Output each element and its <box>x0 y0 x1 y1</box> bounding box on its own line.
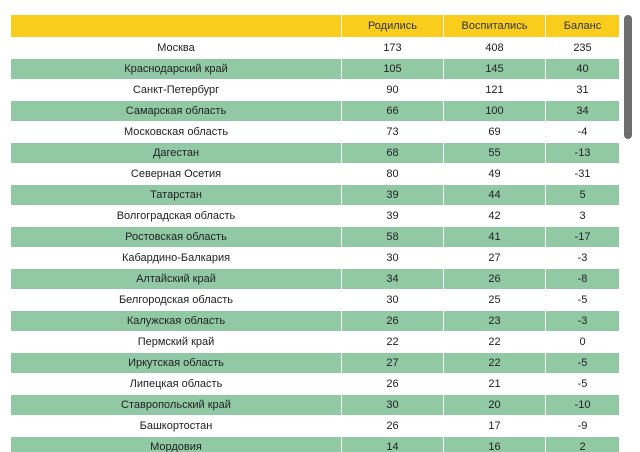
cell-region: Иркутская область <box>11 352 341 373</box>
cell-born: 27 <box>341 352 443 373</box>
table-row <box>11 79 619 100</box>
cell-balance: 0 <box>545 331 619 352</box>
cell-region: Мордовия <box>11 436 341 452</box>
table-row <box>11 373 619 394</box>
cell-balance: 235 <box>545 37 619 58</box>
cell-born: 68 <box>341 142 443 163</box>
cell-region: Башкортостан <box>11 415 341 436</box>
table-row <box>11 184 619 205</box>
cell-born: 34 <box>341 268 443 289</box>
cell-raised: 44 <box>443 184 545 205</box>
cell-balance: -9 <box>545 415 619 436</box>
cell-raised: 42 <box>443 205 545 226</box>
cell-balance: -3 <box>545 310 619 331</box>
cell-region: Краснодарский край <box>11 58 341 79</box>
cell-raised: 408 <box>443 37 545 58</box>
cell-raised: 16 <box>443 436 545 452</box>
cell-raised: 23 <box>443 310 545 331</box>
cell-raised: 27 <box>443 247 545 268</box>
table-row <box>11 331 619 352</box>
cell-born: 66 <box>341 100 443 121</box>
cell-born: 39 <box>341 184 443 205</box>
cell-born: 39 <box>341 205 443 226</box>
cell-raised: 20 <box>443 394 545 415</box>
cell-region: Санкт-Петербург <box>11 79 341 100</box>
scrollbar-thumb[interactable] <box>624 15 632 139</box>
cell-region: Северная Осетия <box>11 163 341 184</box>
table-row <box>11 436 619 452</box>
cell-balance: -13 <box>545 142 619 163</box>
cell-balance: -3 <box>545 247 619 268</box>
cell-region: Ростовская область <box>11 226 341 247</box>
cell-balance: 40 <box>545 58 619 79</box>
cell-raised: 22 <box>443 352 545 373</box>
table-row <box>11 58 619 79</box>
cell-raised: 26 <box>443 268 545 289</box>
cell-born: 14 <box>341 436 443 452</box>
header-born: Родились <box>341 15 443 37</box>
cell-raised: 25 <box>443 289 545 310</box>
cell-balance: -17 <box>545 226 619 247</box>
cell-born: 173 <box>341 37 443 58</box>
cell-born: 90 <box>341 79 443 100</box>
cell-balance: 31 <box>545 79 619 100</box>
table-row <box>11 100 619 121</box>
table-header <box>11 15 619 37</box>
table-row <box>11 205 619 226</box>
cell-balance: 3 <box>545 205 619 226</box>
cell-raised: 49 <box>443 163 545 184</box>
cell-region: Липецкая область <box>11 373 341 394</box>
table-container <box>11 15 619 452</box>
cell-region: Пермский край <box>11 331 341 352</box>
header-raised: Воспитались <box>443 15 545 37</box>
cell-region: Белгородская область <box>11 289 341 310</box>
table-row <box>11 121 619 142</box>
cell-raised: 55 <box>443 142 545 163</box>
table-row <box>11 394 619 415</box>
cell-born: 58 <box>341 226 443 247</box>
cell-born: 30 <box>341 289 443 310</box>
header-region <box>11 15 341 37</box>
cell-region: Дагестан <box>11 142 341 163</box>
cell-region: Самарская область <box>11 100 341 121</box>
cell-raised: 121 <box>443 79 545 100</box>
table-row <box>11 37 619 58</box>
cell-region: Москва <box>11 37 341 58</box>
cell-raised: 41 <box>443 226 545 247</box>
cell-balance: -5 <box>545 352 619 373</box>
cell-region: Татарстан <box>11 184 341 205</box>
cell-balance: -31 <box>545 163 619 184</box>
region-balance-table <box>11 15 619 452</box>
cell-region: Волгоградская область <box>11 205 341 226</box>
table-row <box>11 289 619 310</box>
cell-balance: 34 <box>545 100 619 121</box>
cell-raised: 21 <box>443 373 545 394</box>
table-row <box>11 142 619 163</box>
cell-region: Кабардино-Балкария <box>11 247 341 268</box>
table-body <box>11 37 619 452</box>
cell-balance: -4 <box>545 121 619 142</box>
cell-region: Алтайский край <box>11 268 341 289</box>
cell-raised: 100 <box>443 100 545 121</box>
table-row <box>11 310 619 331</box>
cell-region: Калужская область <box>11 310 341 331</box>
cell-born: 105 <box>341 58 443 79</box>
cell-born: 80 <box>341 163 443 184</box>
cell-born: 26 <box>341 415 443 436</box>
cell-born: 73 <box>341 121 443 142</box>
cell-raised: 17 <box>443 415 545 436</box>
cell-region: Московская область <box>11 121 341 142</box>
cell-region: Ставропольский край <box>11 394 341 415</box>
table-row <box>11 268 619 289</box>
cell-born: 30 <box>341 247 443 268</box>
cell-balance: -5 <box>545 289 619 310</box>
cell-born: 30 <box>341 394 443 415</box>
table-row <box>11 163 619 184</box>
table-row <box>11 415 619 436</box>
cell-balance: -8 <box>545 268 619 289</box>
cell-born: 26 <box>341 310 443 331</box>
cell-balance: -5 <box>545 373 619 394</box>
cell-balance: 5 <box>545 184 619 205</box>
cell-raised: 69 <box>443 121 545 142</box>
cell-raised: 145 <box>443 58 545 79</box>
table-row <box>11 247 619 268</box>
cell-born: 22 <box>341 331 443 352</box>
table-row <box>11 352 619 373</box>
cell-born: 26 <box>341 373 443 394</box>
table-row <box>11 226 619 247</box>
cell-balance: 2 <box>545 436 619 452</box>
header-balance: Баланс <box>545 15 619 37</box>
header-row <box>11 15 619 37</box>
cell-raised: 22 <box>443 331 545 352</box>
cell-balance: -10 <box>545 394 619 415</box>
